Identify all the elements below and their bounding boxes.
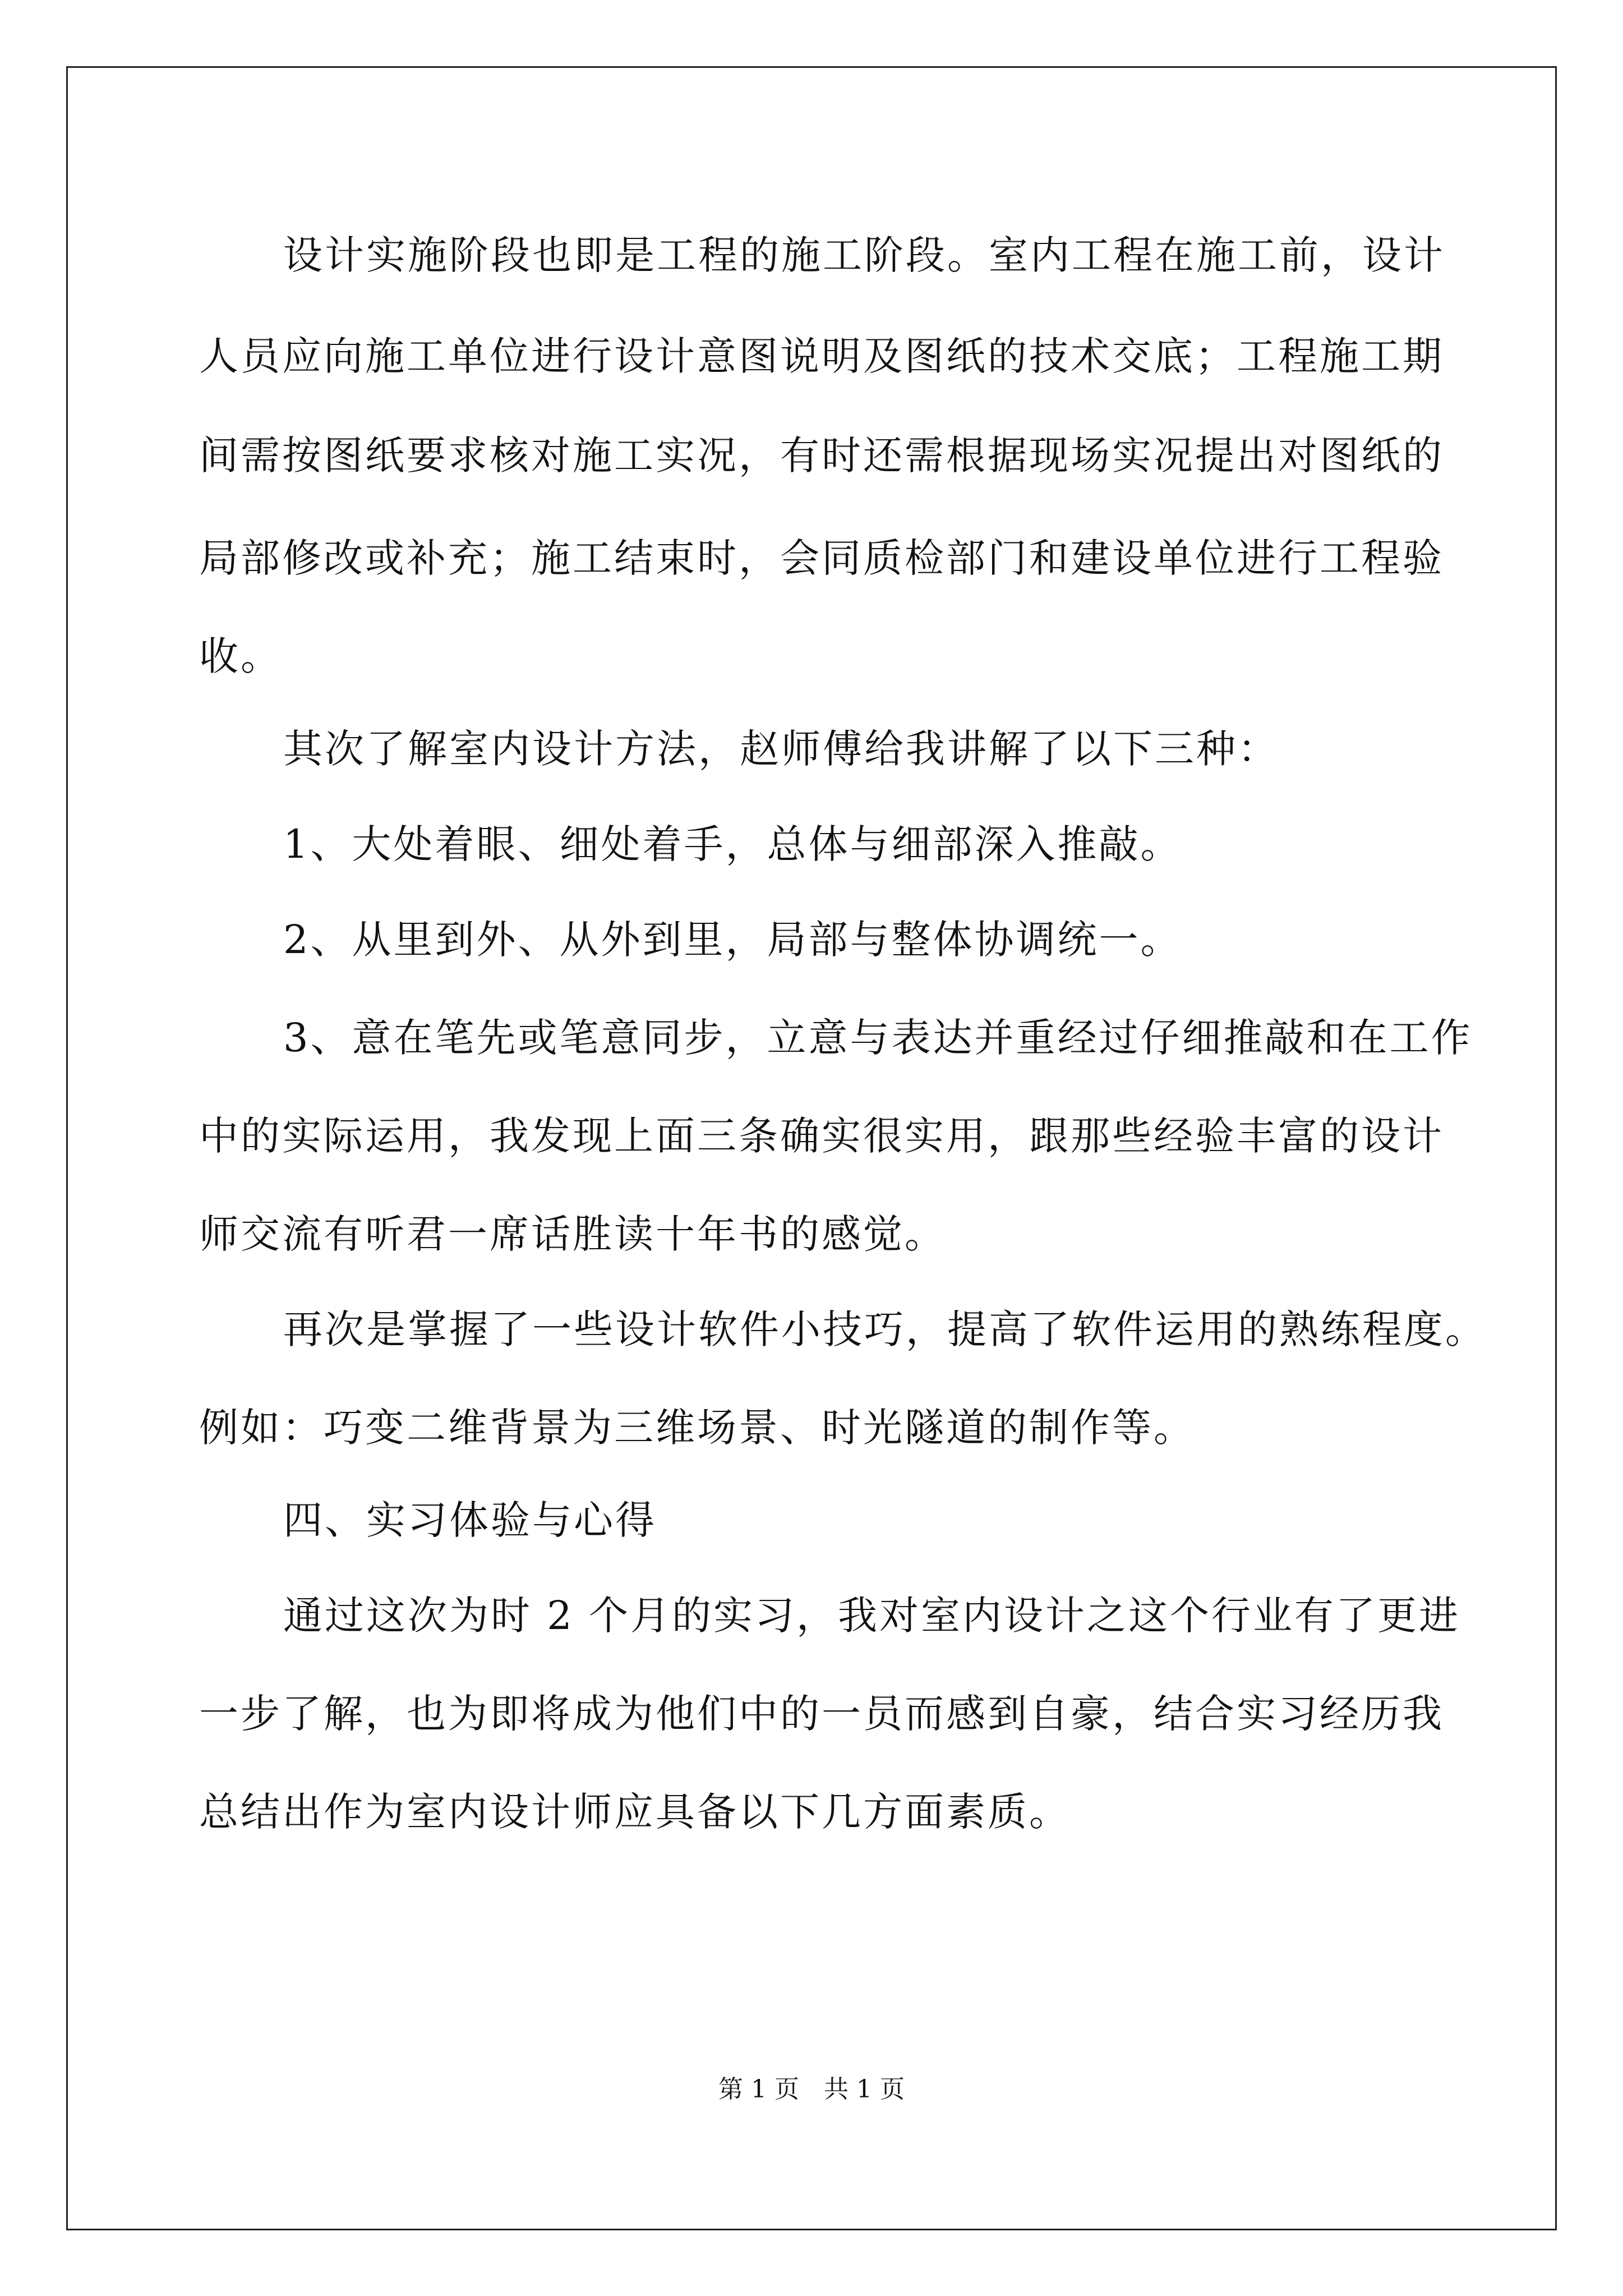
text-line: 其次了解室内设计方法，赵师傅给我讲解了以下三种：	[283, 726, 1279, 772]
text-line: 局部修改或补充；施工结束时，会同质检部门和建设单位进行工程验	[199, 535, 1444, 581]
text-line: 再次是掌握了一些设计软件小技巧，提高了软件运用的熟练程度。	[283, 1306, 1487, 1352]
text-line: 中的实际运用，我发现上面三条确实很实用，跟那些经验丰富的设计	[199, 1113, 1444, 1159]
text-line: 收。	[199, 633, 282, 679]
text-line: 设计实施阶段也即是工程的施工阶段。室内工程在施工前，设计	[283, 232, 1445, 278]
section-heading: 四、实习体验与心得	[283, 1497, 657, 1543]
page-footer: 第 1 页 共 1 页	[718, 2075, 905, 2104]
text-line: 2、从里到外、从外到里，局部与整体协调统一。	[283, 917, 1182, 963]
text-line: 例如：巧变二维背景为三维场景、时光隧道的制作等。	[199, 1405, 1195, 1451]
text-line: 1、大处着眼、细处着手，总体与细部深入推敲。	[283, 821, 1182, 867]
text-line: 间需按图纸要求核对施工实况，有时还需根据现场实况提出对图纸的	[199, 432, 1444, 478]
text-line: 师交流有听君一席话胜读十年书的感觉。	[199, 1211, 946, 1257]
text-line: 一步了解，也为即将成为他们中的一员而感到自豪，结合实习经历我	[199, 1691, 1444, 1737]
text-line: 人员应向施工单位进行设计意图说明及图纸的技术交底；工程施工期	[199, 333, 1444, 379]
text-line: 通过这次为时 2 个月的实习，我对室内设计之这个行业有了更进	[283, 1593, 1461, 1639]
text-line: 总结出作为室内设计师应具备以下几方面素质。	[199, 1789, 1071, 1835]
text-line: 3、意在笔先或笔意同步，立意与表达并重经过仔细推敲和在工作	[283, 1015, 1473, 1061]
